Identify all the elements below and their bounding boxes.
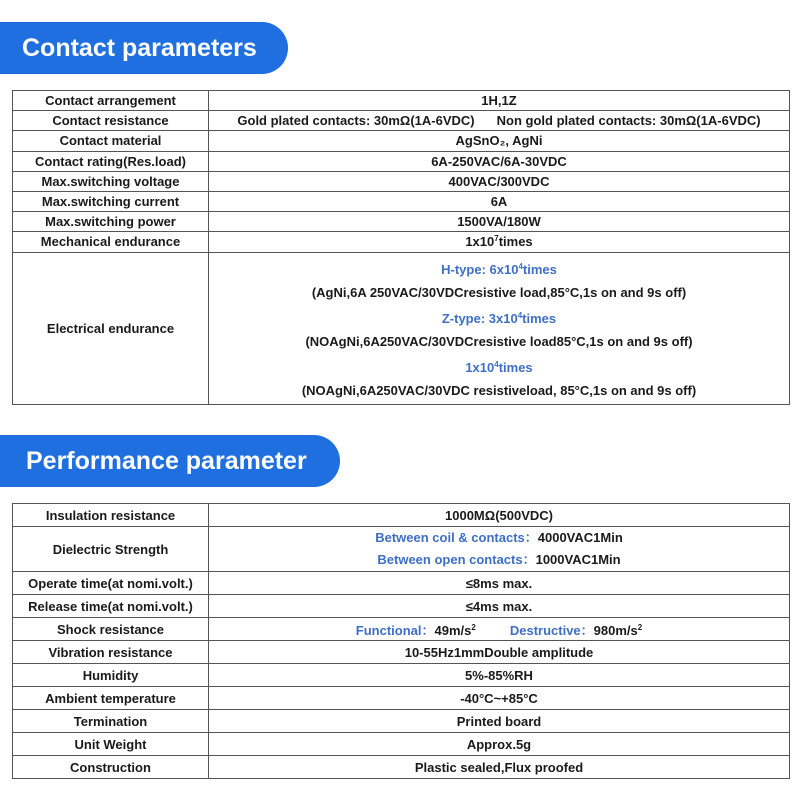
dielectric-values: [209, 527, 790, 572]
h-type-line: H-type: $6x10^4times$: [441, 261, 557, 277]
row-value: 1000MΩ(500VDC): [209, 504, 790, 527]
row-label: Release time(at nomi.volt.): [13, 595, 209, 618]
row-value: -40°C~+85°C: [209, 687, 790, 710]
row-label: Contact material: [13, 131, 209, 151]
row-label: Insulation resistance: [13, 504, 209, 527]
table-row: [13, 641, 790, 664]
z-type-desc: (NOAgNi,6A250VAC/30VDCresistive load85°C,1s on and 9s off): [305, 333, 693, 349]
no-type-line: $1x10^4times$: [465, 359, 533, 375]
section-header-contact: Contact parameters: [0, 22, 288, 74]
row-value: 1H,1Z: [209, 91, 790, 111]
z-type-line: Z-type: $3x10^4times$: [441, 310, 557, 326]
row-label: Contact resistance: [13, 111, 209, 131]
table-row: [13, 171, 790, 191]
row-value: 10-55Hz1mmDouble amplitude: [209, 641, 790, 664]
functional-label: Functional：: [355, 622, 435, 638]
row-label: Contact arrangement: [13, 91, 209, 111]
table-row: [13, 618, 790, 641]
row-label: Vibration resistance: [13, 641, 209, 664]
table-row: [13, 687, 790, 710]
row-label: Max.switching voltage: [13, 171, 209, 191]
gold-contact-resistance: Gold plated contacts: 30mΩ(1A-6VDC): [237, 113, 475, 129]
row-value: ≤4ms max.: [209, 595, 790, 618]
endurance-suffix: times: [498, 234, 533, 250]
row-value: Approx.5g: [209, 733, 790, 756]
h-type-desc: (AgNi,6A 250VAC/30VDCresistive load,85°C,1s on and 9s off): [311, 284, 687, 300]
table-row: [13, 191, 790, 211]
table-row: [13, 111, 790, 131]
row-value: [209, 111, 790, 131]
table-row: [13, 131, 790, 151]
row-value: 6A: [209, 191, 790, 211]
table-row: [13, 252, 790, 404]
row-label: Electrical endurance: [13, 252, 209, 404]
table-row: [13, 710, 790, 733]
table-row: [13, 504, 790, 527]
endurance-base: 1x10: [465, 234, 495, 250]
functional-exponent: 2: [471, 622, 476, 632]
non-gold-contact-resistance: Non gold plated contacts: 30mΩ(1A-6VDC): [496, 113, 761, 129]
row-value: [209, 232, 790, 252]
table-row: [13, 232, 790, 252]
functional-value: 49m/s: [434, 622, 472, 638]
row-value: AgSnO₂, AgNi: [209, 131, 790, 151]
row-label: Shock resistance: [13, 618, 209, 641]
row-label: Humidity: [13, 664, 209, 687]
row-label: Mechanical endurance: [13, 232, 209, 252]
row-value: Plastic sealed,Flux proofed: [209, 756, 790, 779]
destructive-exponent: 2: [637, 622, 643, 632]
electrical-endurance-values: [209, 252, 790, 404]
table-row: [13, 595, 790, 618]
row-label: Ambient temperature: [13, 687, 209, 710]
row-label: Unit Weight: [13, 733, 209, 756]
table-row: [13, 733, 790, 756]
open-contacts-line: Between open contacts：1000VAC1Min: [377, 552, 621, 567]
coil-contacts-line: Between coil & contacts：4000VAC1Min: [375, 530, 623, 545]
row-label: Max.switching power: [13, 212, 209, 232]
row-label: Operate time(at nomi.volt.): [13, 572, 209, 595]
table-row: [13, 527, 790, 572]
table-row: [13, 91, 790, 111]
row-value: ≤8ms max.: [209, 572, 790, 595]
row-value: 1500VA/180W: [209, 212, 790, 232]
table-row: [13, 151, 790, 171]
row-value: Printed board: [209, 710, 790, 733]
table-row: [13, 572, 790, 595]
row-label: Contact rating(Res.load): [13, 151, 209, 171]
row-label: Construction: [13, 756, 209, 779]
endurance-exponent: 7: [494, 234, 499, 244]
performance-parameters-table: [12, 503, 790, 779]
row-label: Max.switching current: [13, 191, 209, 211]
destructive-label: Destructive：: [509, 622, 594, 638]
row-value: 400VAC/300VDC: [209, 171, 790, 191]
table-row: [13, 756, 790, 779]
table-row: [13, 212, 790, 232]
contact-parameters-table: [12, 90, 790, 405]
row-value: 6A-250VAC/6A-30VDC: [209, 151, 790, 171]
row-value: 5%-85%RH: [209, 664, 790, 687]
shock-values: [209, 618, 790, 641]
no-type-desc: (NOAgNi,6A250VAC/30VDC resistiveload, 85°C,1s on and 9s off): [301, 382, 697, 398]
row-label: Termination: [13, 710, 209, 733]
destructive-value: 980m/s: [593, 622, 638, 638]
table-row: [13, 664, 790, 687]
row-label: Dielectric Strength: [13, 527, 209, 572]
section-header-performance: Performance parameter: [0, 435, 340, 487]
